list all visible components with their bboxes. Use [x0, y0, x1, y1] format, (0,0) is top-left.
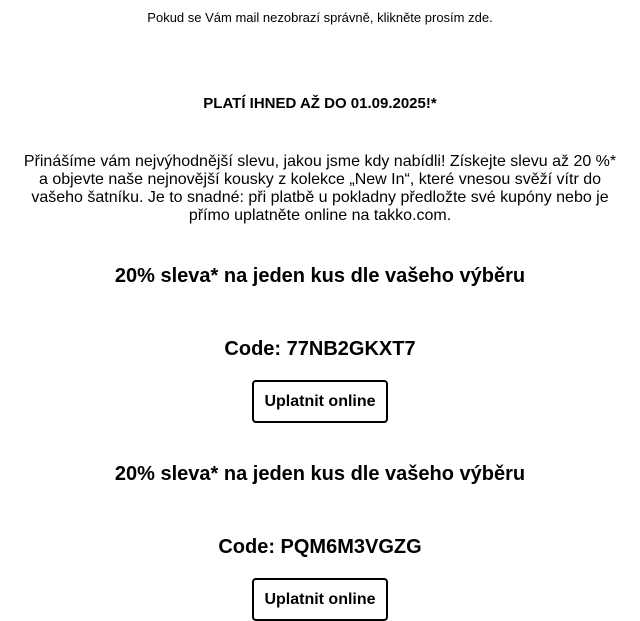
coupon-title: 20% sleva* na jeden kus dle vašeho výběru	[114, 265, 526, 287]
coupon-title: 20% sleva* na jeden kus dle vašeho výběru	[114, 463, 526, 485]
intro-text: Přinášíme vám nejvýhodnější slevu, jakou jsme kdy nabídli! Získejte slevu až 20 %* a objevte naše nejnovější kousky z kolekce „New In“, které vnesou svěží vítr do vašeho šatníku. Je to snadné: při platbě u pokladny předložte své kupóny nebo je přímo uplatněte online na takko.com.	[23, 153, 617, 224]
redeem-online-button[interactable]: Uplatnit online	[252, 578, 388, 621]
coupon-code: Code: PQM6M3VGZG	[218, 536, 422, 558]
preheader-link[interactable]: Pokud se Vám mail nezobrazí správně, klikněte prosím zde.	[147, 10, 493, 25]
redeem-online-button[interactable]: Uplatnit online	[252, 380, 388, 423]
coupon-code: Code: 77NB2GKXT7	[224, 338, 416, 360]
validity-heading: PLATÍ IHNED AŽ DO 01.09.2025!*	[203, 95, 437, 112]
